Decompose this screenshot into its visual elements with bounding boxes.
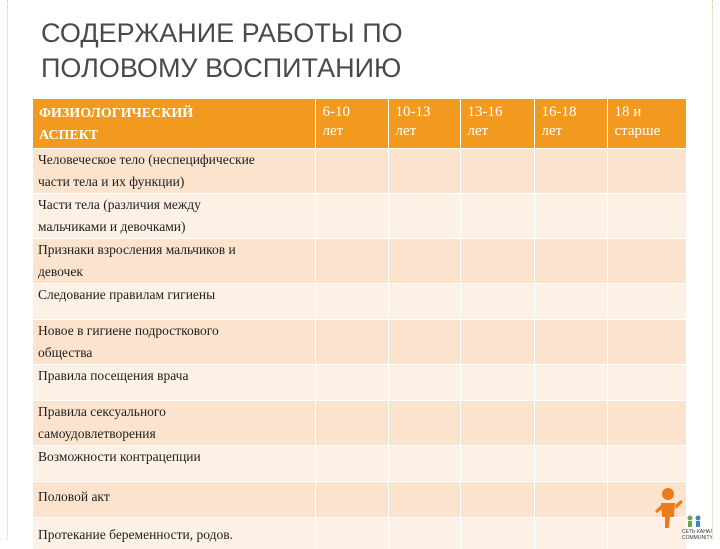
community-logo [652,484,712,540]
table-cell [388,148,460,193]
header-age-unit: лет [395,123,417,139]
header-age-range: 16-18 [541,104,577,120]
table-cell [534,481,607,517]
header-age-range: 6-10 [322,104,350,120]
table-cell [607,148,686,193]
slide-title [41,16,403,86]
community-logo-graphic [652,484,712,540]
table-cell [388,193,460,238]
table-cell [607,283,686,319]
table-cell [460,319,534,364]
row-label-line: Протекание беременности, родов. [38,526,233,542]
row-label-line: девочек [38,263,83,279]
header-age-unit: лет [322,123,344,139]
table-cell [534,148,607,193]
table-cell [534,517,607,549]
row-label-line: части тела и их функции) [38,173,185,189]
table-cell [388,319,460,364]
table-cell [388,400,460,445]
table-cell [607,364,686,400]
header-aspect-line-2: АСПЕКТ [39,128,99,143]
table-cell [460,238,534,283]
header-age-range: 13-16 [467,104,503,120]
header-aspect-line-1: ФИЗИОЛОГИЧЕСКИЙ [39,106,194,121]
table-cell [315,238,388,283]
table-row [33,283,686,319]
row-label-line: самоудовлетворения [38,425,156,441]
table-cell [460,148,534,193]
table-cell [388,283,460,319]
header-age-unit: лет [541,123,563,139]
table-cell [460,445,534,481]
table-cell [388,517,460,549]
table-cell [534,364,607,400]
table-cell [460,364,534,400]
table-cell [534,283,607,319]
row-label-line: Следование правилам гигиены [38,286,216,302]
table-row [33,481,686,517]
header-age-13-16 [460,99,534,148]
table-cell [315,148,388,193]
header-age-range: 10-13 [395,104,431,120]
row-label [33,481,315,517]
header-age-18-plus [607,99,686,148]
table-row [33,193,686,238]
header-age-10-13 [388,99,460,148]
table-cell [460,400,534,445]
row-label-line: Новое в гигиене подросткового [38,322,219,338]
row-label-line: Правила посещения врача [38,367,189,383]
header-age-6-10 [315,99,388,148]
table-cell [534,319,607,364]
slide-title-line-2: ПОЛОВОМУ ВОСПИТАНИЮ [41,53,402,83]
table-cell [315,481,388,517]
table-cell [607,319,686,364]
table-cell [315,445,388,481]
table-cell [607,193,686,238]
table-cell [607,400,686,445]
row-label-line: Признаки взросления мальчиков и [38,241,236,257]
slide-title-line-1: СОДЕРЖАНИЕ РАБОТЫ ПО [41,18,403,48]
table-row [33,400,686,445]
table-cell [315,319,388,364]
row-label [33,319,315,364]
table-cell [460,481,534,517]
row-label [33,238,315,283]
table-cell [388,445,460,481]
row-label-line: общества [38,344,93,360]
table-row [33,148,686,193]
table-cell [607,238,686,283]
row-label [33,283,315,319]
header-age-unit: лет [467,123,489,139]
header-aspect [33,99,315,148]
row-label-line: Половой акт [38,488,110,504]
child-figure-icon [655,488,683,528]
table-row [33,445,686,481]
table-header-row [33,99,686,148]
table-cell [534,400,607,445]
row-label [33,445,315,481]
table-cell [388,238,460,283]
header-age-unit: старше [614,123,661,139]
row-label [33,364,315,400]
row-label [33,193,315,238]
table-row [33,319,686,364]
table-cell [460,283,534,319]
row-label [33,148,315,193]
row-label-line: Человеческое тело (неспецифические [38,151,255,167]
header-age-16-18 [534,99,607,148]
content-table [33,99,686,549]
row-label-line: мальчиками и девочками) [38,218,186,234]
table-row [33,364,686,400]
table-row [33,238,686,283]
logo-line-1: СЕТЬ-КАНАЛ [682,529,712,535]
slide-border-right [712,0,713,540]
table-cell [315,193,388,238]
row-label [33,517,315,549]
table-cell [534,238,607,283]
table-cell [315,283,388,319]
table-cell [388,364,460,400]
table-row [33,517,686,549]
small-figures-icon [688,516,701,528]
slide-border-left [7,0,8,540]
table-cell [460,193,534,238]
table-cell [534,445,607,481]
table-cell [315,364,388,400]
header-age-range: 18 и [614,104,642,120]
table-cell [607,445,686,481]
table-cell [460,517,534,549]
table-cell [388,481,460,517]
table-cell [315,517,388,549]
table-cell [315,400,388,445]
row-label-line: Части тела (различия между [38,196,201,212]
table-cell [534,193,607,238]
row-label-line: Правила сексуального [38,403,166,419]
logo-line-2: COMMUNITY [682,535,712,540]
row-label-line: Возможности контрацепции [38,448,201,464]
row-label [33,400,315,445]
